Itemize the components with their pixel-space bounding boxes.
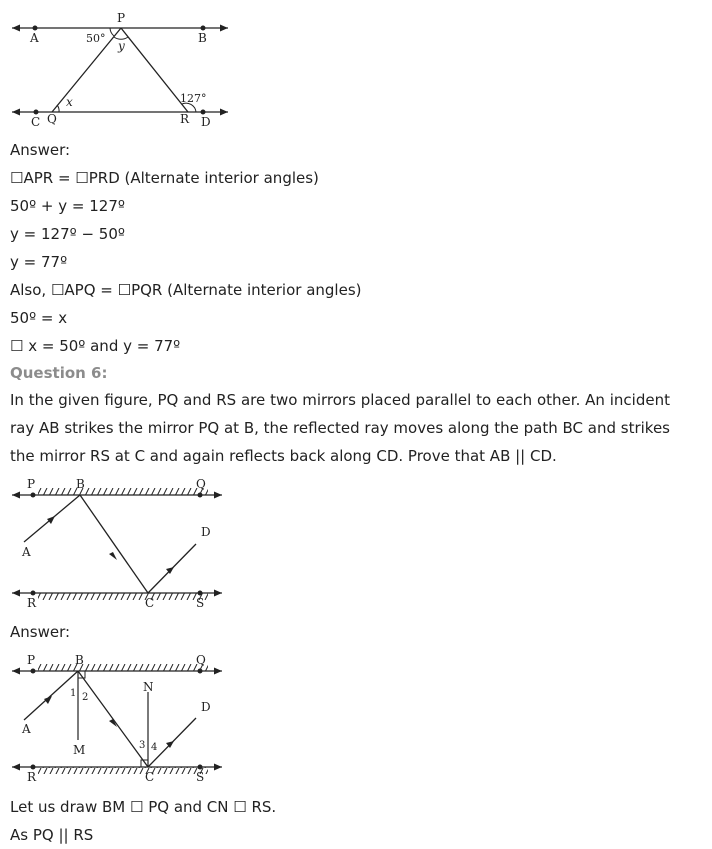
fig3-angle-1: 1 bbox=[70, 688, 77, 699]
answer-line: ☐ x = 50º and y = 77º bbox=[10, 337, 181, 355]
fig3-label-m: M bbox=[73, 743, 86, 757]
fig1-angle-y: y bbox=[118, 39, 125, 53]
fig3-angle-4: 4 bbox=[151, 742, 158, 753]
fig3-angle-3: 3 bbox=[139, 740, 146, 751]
fig1-label-q: Q bbox=[47, 112, 57, 126]
fig3-label-q: Q bbox=[196, 653, 206, 667]
fig1-label-a: A bbox=[30, 31, 39, 45]
fig3-label-p: P bbox=[27, 653, 36, 667]
answer-line: y = 127º − 50º bbox=[10, 225, 125, 243]
fig3-label-c: C bbox=[145, 770, 155, 784]
fig2-label-s: S bbox=[196, 596, 205, 610]
fig3-label-a: A bbox=[22, 722, 31, 736]
fig2-label-d: D bbox=[201, 525, 211, 539]
fig1-label-c: C bbox=[31, 115, 41, 129]
question-text: In the given figure, PQ and RS are two mirrors placed parallel to each other. An incident ray AB strikes the mirror PQ at B, the reflected ray moves along the path BC and strikes the mirror RS at C and again reflects back along CD. Prove that AB || CD. bbox=[10, 391, 670, 465]
fig1-label-r: R bbox=[180, 112, 190, 126]
fig3-label-s: S bbox=[196, 770, 205, 784]
fig3-label-d: D bbox=[201, 700, 211, 714]
fig2-label-q: Q bbox=[196, 477, 206, 491]
answer-heading: Answer: bbox=[10, 623, 71, 641]
fig2-label-a: A bbox=[22, 545, 31, 559]
answer-heading: Answer: bbox=[10, 141, 71, 159]
fig3-angle-2: 2 bbox=[82, 692, 89, 703]
fig1-angle-x: x bbox=[66, 95, 73, 109]
fig1-angle-apq: 50° bbox=[86, 32, 106, 45]
fig1-angle-prd: 127° bbox=[180, 92, 207, 105]
fig2-label-b: B bbox=[76, 477, 85, 491]
answer-line: As PQ || RS bbox=[10, 826, 94, 844]
fig2-label-c: C bbox=[145, 596, 155, 610]
fig1-label-d: D bbox=[201, 115, 211, 129]
answer-line: Let us draw BM ☐ PQ and CN ☐ RS. bbox=[10, 798, 277, 816]
answer-line: Also, ☐APQ = ☐PQR (Alternate interior angles) bbox=[10, 281, 362, 299]
figure-mirrors-normals bbox=[0, 648, 240, 788]
answer-line: 50º + y = 127º bbox=[10, 197, 125, 215]
fig1-label-p: P bbox=[117, 11, 126, 25]
figure-parallel-lines-angles bbox=[0, 0, 240, 135]
figure-mirrors bbox=[0, 472, 240, 620]
question-title: Question 6: bbox=[10, 364, 108, 382]
fig2-label-r: R bbox=[27, 596, 37, 610]
fig2-label-p: P bbox=[27, 477, 36, 491]
answer-line: ☐APR = ☐PRD (Alternate interior angles) bbox=[10, 169, 319, 187]
fig3-label-n: N bbox=[143, 680, 154, 694]
answer-line: y = 77º bbox=[10, 253, 68, 271]
fig3-label-b: B bbox=[75, 653, 84, 667]
answer-line: 50º = x bbox=[10, 309, 68, 327]
fig1-label-b: B bbox=[198, 31, 207, 45]
fig3-label-r: R bbox=[27, 770, 37, 784]
